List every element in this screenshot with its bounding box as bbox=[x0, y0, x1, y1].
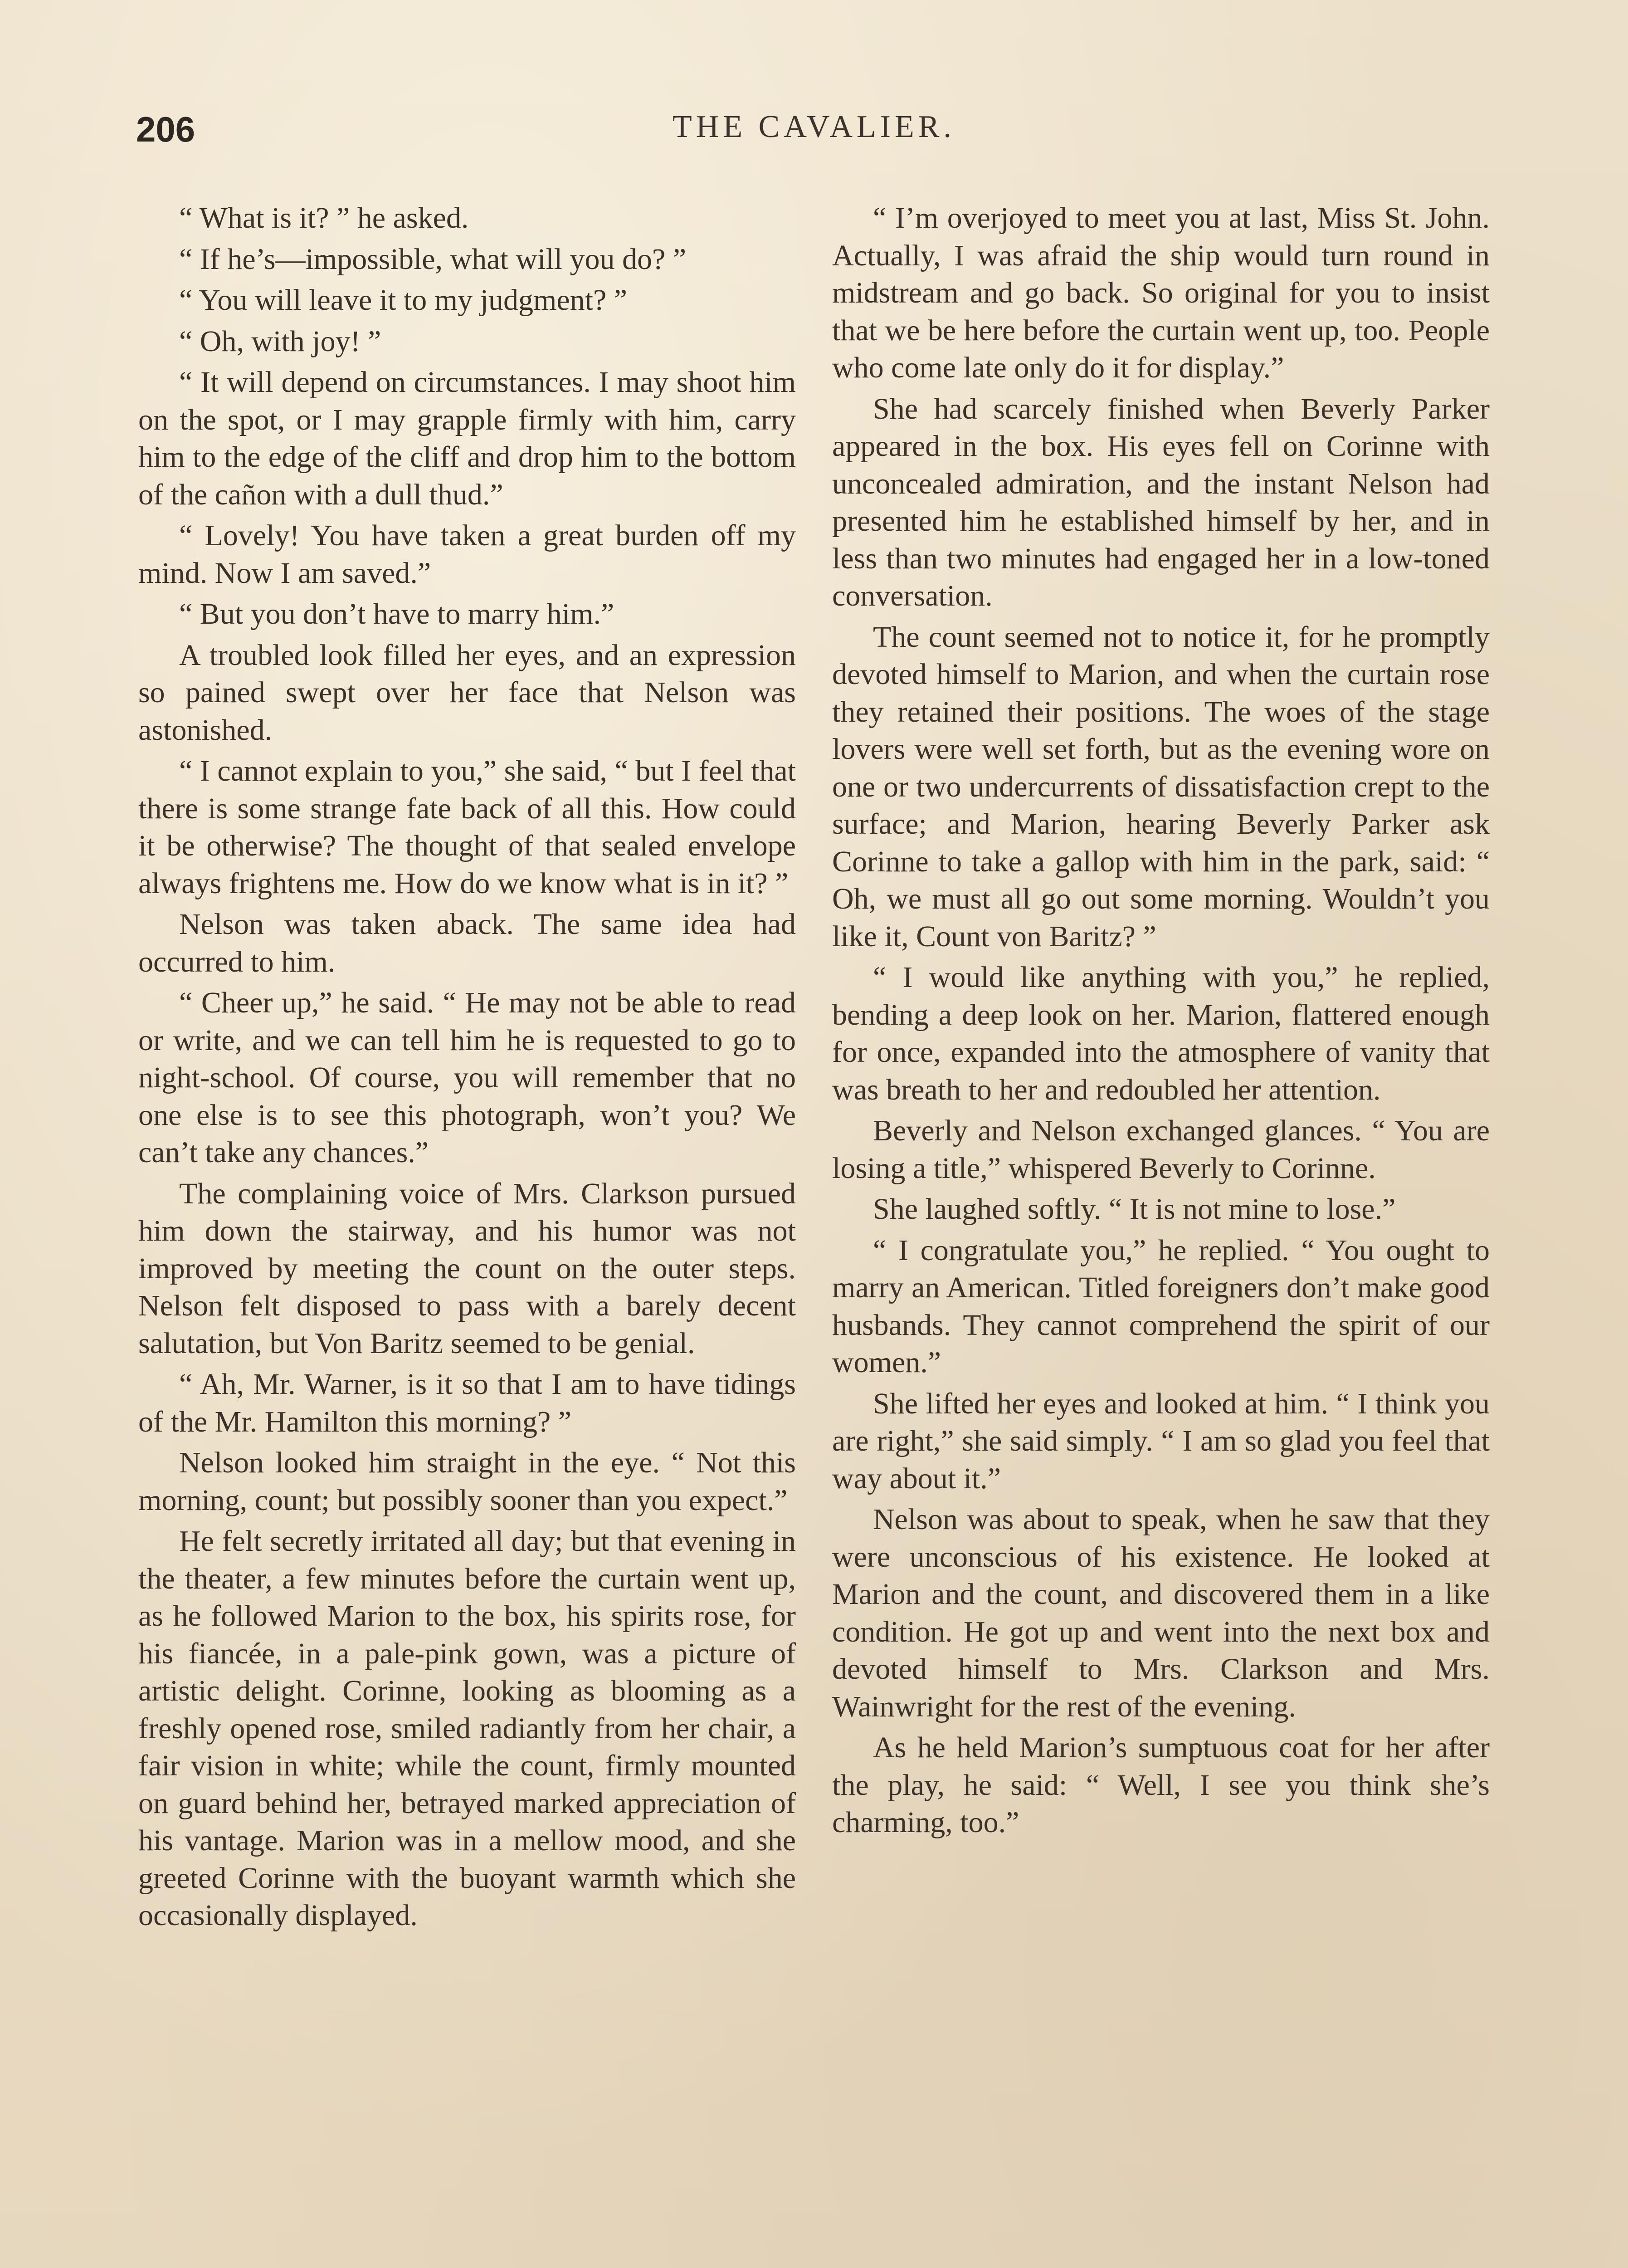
paragraph: “ I’m overjoyed to meet you at last, Miss St. John. Actually, I was afraid the ship would turn round in midstream and go back. So original for you to insist that we be here before the curtain went up, too. People who come late only do it for display.” bbox=[832, 201, 1490, 384]
paragraph: “ What is it? ” he asked. bbox=[179, 201, 469, 235]
paragraph: “ Oh, with joy! ” bbox=[179, 324, 381, 358]
paragraph: Beverly and Nelson exchanged glances. “ You are losing a title,” whispered Beverly to Corinne. bbox=[832, 1114, 1490, 1185]
paragraph: She laughed softly. “ It is not mine to lose.” bbox=[873, 1193, 1396, 1226]
text-columns bbox=[138, 200, 1490, 2268]
page-number: 206 bbox=[136, 109, 195, 149]
running-head: THE CAVALIER. bbox=[673, 109, 955, 144]
paragraph: “ I would like anything with you,” he replied, bending a deep look on her. Marion, flattered enough for once, expanded into the atmosphere of vanity that was breath to her and redoubled her attention. bbox=[832, 961, 1490, 1106]
paragraph: “ You will leave it to my judgment? ” bbox=[179, 284, 628, 317]
paragraph: The count seemed not to notice it, for he promptly devoted himself to Marion, and when the curtain rose they retained their positions. The woes of the stage lovers were well set forth, but as the evening wore on one or two undercurrents of dissatisfaction crept to the surface; and Marion, hearing Beverly Parker ask Corinne to take a gallop with him in the park, said: “ Oh, we must all go out some morning. Wouldn’t you like it, Count von Baritz? ” bbox=[832, 620, 1490, 953]
page-header bbox=[136, 109, 1492, 159]
paragraph: “ Lovely! You have taken a great burden off my mind. Now I am saved.” bbox=[138, 519, 796, 590]
paragraph: He felt secretly irritated all day; but that evening in the theater, a few minutes before the curtain went up, as he followed Marion to the box, his spirits rose, for his fiancée, in a pale-pink gown, was a picture of artistic delight. Corinne, looking as blooming as a freshly opened rose, smiled radiantly from her chair, a fair vision in white; while the count, firmly mounted on guard behind her, betrayed marked appreciation of his vantage. Marion was in a mellow mood, and she greeted Corinne with the buoyant warmth which she occasionally displayed. bbox=[138, 1525, 796, 1932]
paragraph: Nelson was about to speak, when he saw that they were unconscious of his existence. He looked at Marion and the count, and discovered them in a like condition. He got up and went into the next box and devoted himself to Mrs. Clarkson and Mrs. Wainwright for the rest of the evening. bbox=[832, 1503, 1490, 1723]
left-column bbox=[138, 200, 796, 2268]
paragraph: Nelson looked him straight in the eye. “ Not this morning, count; but possibly sooner than you expect.” bbox=[138, 1446, 796, 1517]
paragraph: A troubled look filled her eyes, and an expression so pained swept over her face that Nelson was astonished. bbox=[138, 638, 796, 747]
right-column bbox=[832, 200, 1490, 2268]
paragraph: “ But you don’t have to marry him.” bbox=[179, 597, 614, 631]
paragraph: “ It will depend on circumstances. I may shoot him on the spot, or I may grapple firmly with him, carry him to the edge of the cliff and drop him to the bottom of the cañon with a dull thud.” bbox=[138, 366, 796, 511]
paragraph: Nelson was taken aback. The same idea had occurred to him. bbox=[138, 908, 796, 978]
paragraph: She lifted her eyes and looked at him. “ I think you are right,” she said simply. “ I am so glad you feel that way about it.” bbox=[832, 1387, 1490, 1495]
paragraph: “ Cheer up,” he said. “ He may not be able to read or write, and we can tell him he is requested to go to night-school. Of course, you will remember that no one else is to see this photograph, won’t you? We can’t take any chances.” bbox=[138, 986, 796, 1169]
paragraph: She had scarcely finished when Beverly Parker appeared in the box. His eyes fell on Corinne with unconcealed admiration, and the instant Nelson had presented him he established himself by her, and in less than two minutes had engaged her in a low-toned conversation. bbox=[832, 392, 1490, 612]
paragraph: As he held Marion’s sumptuous coat for her after the play, he said: “ Well, I see you think she’s charming, too.” bbox=[832, 1731, 1490, 1839]
paragraph: “ I congratulate you,” he replied. “ You ought to marry an American. Titled foreigners don’t make good husbands. They cannot comprehend the spirit of our women.” bbox=[832, 1233, 1490, 1379]
paragraph: “ I cannot explain to you,” she said, “ but I feel that there is some strange fate back of all this. How could it be otherwise? The thought of that sealed envelope always frightens me. How do we know what is in it? ” bbox=[138, 754, 796, 900]
paragraph: The complaining voice of Mrs. Clarkson pursued him down the stairway, and his humor was not improved by meeting the count on the outer steps. Nelson felt disposed to pass with a barely decent salutation, but Von Baritz seemed to be genial. bbox=[138, 1177, 796, 1360]
paragraph: “ If he’s—impossible, what will you do? ” bbox=[179, 242, 687, 276]
paragraph: “ Ah, Mr. Warner, is it so that I am to have tidings of the Mr. Hamilton this morning? ” bbox=[138, 1368, 796, 1438]
